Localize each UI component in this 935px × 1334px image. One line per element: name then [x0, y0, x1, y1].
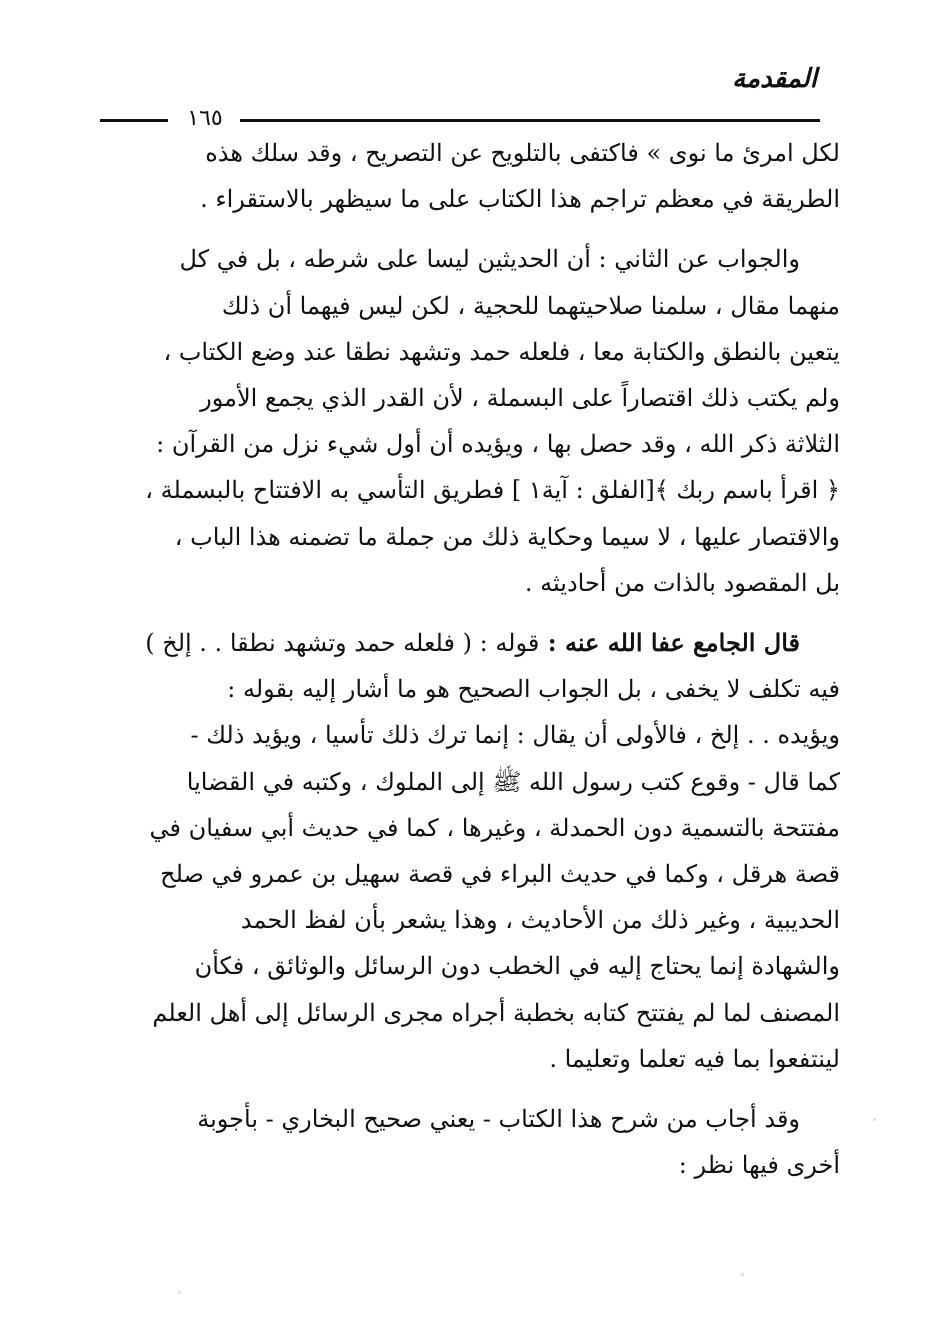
text-line: يتعين بالنطق والكتابة معا ، فلعله حمد وتشهد نطقا عند وضع الكتاب ، [163, 337, 840, 366]
text-line: قصة هرقل ، وكما في حديث البراء في قصة سهيل بن عمرو في صلح [160, 860, 840, 889]
page-number: ١٦٥ [187, 106, 223, 131]
bold-lead-text: قال الجامع عفا الله عنه : [539, 628, 800, 658]
text-line: كما قال - وقوع كتب رسول الله ﷺ إلى الملوك ، وكتبه في القضايا [186, 767, 840, 796]
scan-speck [741, 1273, 744, 1276]
paragraph-2 [95, 236, 840, 606]
header-rule [100, 108, 820, 130]
text-line: بل المقصود بالذات من أحاديثه . [524, 568, 840, 597]
text-line: الحديبية ، وغير ذلك من الأحاديث ، وهذا يشعر بأن لفظ الحمد [240, 906, 840, 935]
text-line-with-lead [95, 620, 840, 666]
text-line: والاقتصار عليها ، لا سيما وحكاية ذلك من جملة ما تضمنه هذا الباب ، [174, 522, 840, 551]
body-text [95, 130, 840, 1202]
paragraph-3 [95, 620, 840, 1082]
text-line: لينتفعوا بما فيه تعلما وتعليما . [549, 1044, 840, 1073]
text-line: لكل امرئ ما نوى » فاكتفى بالتلويح عن التصريح ، وقد سلك هذه [205, 139, 840, 167]
text-line: المصنف لما لم يفتتح كتابه بخطبة أجراه مجرى الرسائل إلى أهل العلم [152, 998, 840, 1027]
text-line: مفتتحة بالتسمية دون الحمدلة ، وغيرها ، كما في حديث أبي سفيان في [149, 813, 840, 842]
text-line: أخرى فيها نظر : [678, 1151, 840, 1180]
text-line: وقد أجاب من شرح هذا الكتاب - يعني صحيح البخاري - بأجوبة [197, 1105, 800, 1134]
text-line: ﴿ اقرأ باسم ربك ﴾[الفلق : آية١ ] فطريق التأسي به الافتتاح بالبسملة ، [145, 476, 840, 505]
text-line: ويؤيده . . إلخ ، فالأولى أن يقال : إنما ترك ذلك تأسيا ، ويؤيد ذلك - [190, 721, 840, 750]
text-line: فيه تكلف لا يخفى ، بل الجواب الصحيح هو ما أشار إليه بقوله : [227, 675, 840, 704]
scan-speck [178, 1291, 181, 1294]
text-line: والجواب عن الثاني : أن الحديثين ليسا على شرطه ، بل في كل [179, 245, 800, 274]
text-line: ولم يكتب ذلك اقتصاراً على البسملة ، لأن القدر الذي يجمع الأمور [200, 384, 840, 413]
text-line: منهما مقال ، سلمنا صلاحيتهما للحجية ، لكن ليس فيهما أن ذلك [221, 291, 840, 320]
text-line: والشهادة إنما يحتاج إليه في الخطب دون الرسائل والوثائق ، فكأن [194, 952, 840, 981]
text-span: قوله : ( فلعله حمد وتشهد نطقا . . إلخ ) [145, 629, 540, 658]
text-line: الثلاثة ذكر الله ، وقد حصل بها ، ويؤيده أن أول شيء نزل من القرآن : [156, 430, 840, 459]
paragraph-1 [95, 130, 840, 222]
header-rule-right-line [240, 119, 820, 122]
paragraph-4 [95, 1096, 840, 1188]
text-line: الطريقة في معظم تراجم هذا الكتاب على ما سيظهر بالاستقراء . [200, 185, 840, 214]
header-rule-left-line [100, 119, 168, 122]
running-header-title: المقدمة [732, 64, 817, 94]
scan-speck [873, 1118, 876, 1121]
